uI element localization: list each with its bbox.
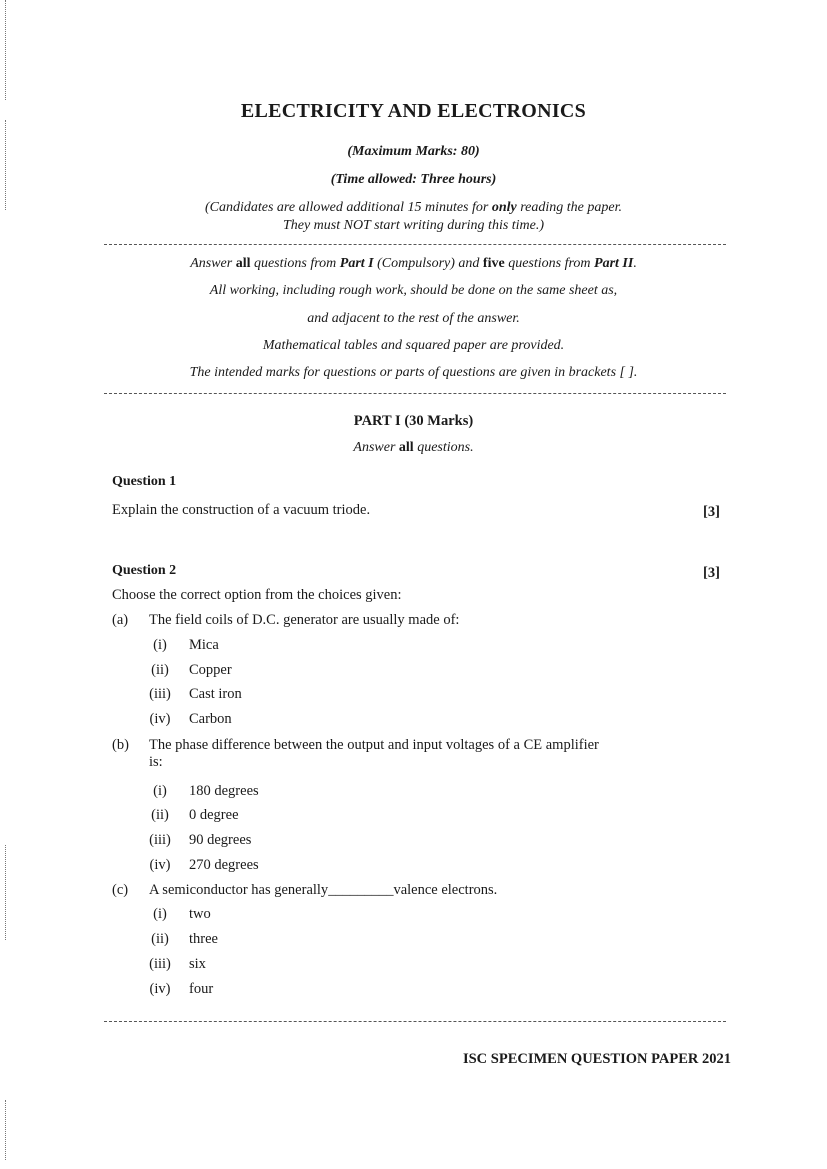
part-c-text: A semiconductor has generally_________valence electrons. (149, 882, 498, 898)
part-a-label: (a) (112, 612, 129, 628)
part-b-text: The phase difference between the output and input voltages of a CE amplifier (149, 737, 599, 753)
instruction-line5: The intended marks for questions or parts of questions are given in brackets [ ]. (189, 365, 638, 380)
part-subheading: Answer all questions. (353, 440, 474, 455)
option-number: (ii) (151, 662, 169, 678)
option-text: 270 degrees (189, 857, 259, 873)
option-text: 90 degrees (189, 832, 252, 848)
part-c-label: (c) (112, 882, 129, 898)
maximum-marks: (Maximum Marks: 80) (347, 144, 480, 159)
part-b-label: (b) (112, 737, 129, 753)
option-text: six (189, 956, 206, 972)
reading-note-line2: They must NOT start writing during this time.) (282, 218, 545, 233)
reading-note: (Candidates are allowed additional 15 minutes for only reading the paper. (204, 200, 622, 215)
answer-blank: _________ (328, 882, 394, 898)
question-2-instruction: Choose the correct option from the choices given: (112, 587, 402, 603)
left-edge-dots (5, 120, 8, 210)
paper-title: ELECTRICITY AND ELECTRONICS (240, 100, 587, 122)
question-1-text: Explain the construction of a vacuum triode. (112, 502, 371, 518)
option-number: (iv) (149, 857, 171, 873)
option-text: Carbon (189, 711, 232, 727)
left-edge-dots (5, 845, 8, 940)
left-edge-dots (5, 0, 8, 100)
instruction-line2: All working, including rough work, should be done on the same sheet as, (209, 283, 618, 298)
option-number: (ii) (151, 807, 169, 823)
option-text: Copper (189, 662, 232, 678)
question-2-heading: Question 2 (112, 563, 177, 578)
option-text: Cast iron (189, 686, 242, 702)
part-b-text-line2: is: (149, 754, 163, 770)
option-text: four (189, 981, 214, 997)
option-text: 0 degree (189, 807, 239, 823)
option-number: (i) (153, 637, 167, 653)
time-allowed: (Time allowed: Three hours) (330, 172, 497, 187)
instruction-line1: Answer all questions from Part I (Compulsory) and five questions from Part II. (190, 256, 637, 271)
part-a-text: The field coils of D.C. generator are usually made of: (149, 612, 460, 628)
left-edge-dots (5, 1100, 8, 1160)
part-heading: PART I (30 Marks) (353, 413, 474, 429)
option-number: (ii) (151, 931, 169, 947)
option-number: (iii) (149, 956, 171, 972)
footer-text: ISC SPECIMEN QUESTION PAPER 2021 (462, 1051, 731, 1067)
option-number: (iii) (149, 686, 171, 702)
option-text: Mica (189, 637, 219, 653)
instruction-line4: Mathematical tables and squared paper are provided. (262, 338, 565, 353)
option-number: (iv) (149, 981, 171, 997)
question-1-heading: Question 1 (112, 474, 177, 489)
divider (104, 393, 726, 394)
option-number: (iii) (149, 832, 171, 848)
option-number: (i) (153, 783, 167, 799)
option-number: (iv) (149, 711, 171, 727)
option-text: two (189, 906, 211, 922)
instruction-line3: and adjacent to the rest of the answer. (307, 311, 520, 326)
question-1-marks: [3] (703, 504, 720, 520)
question-2-marks: [3] (703, 565, 720, 581)
divider (104, 244, 726, 245)
option-text: 180 degrees (189, 783, 259, 799)
option-text: three (189, 931, 218, 947)
option-number: (i) (153, 906, 167, 922)
divider (104, 1021, 726, 1022)
